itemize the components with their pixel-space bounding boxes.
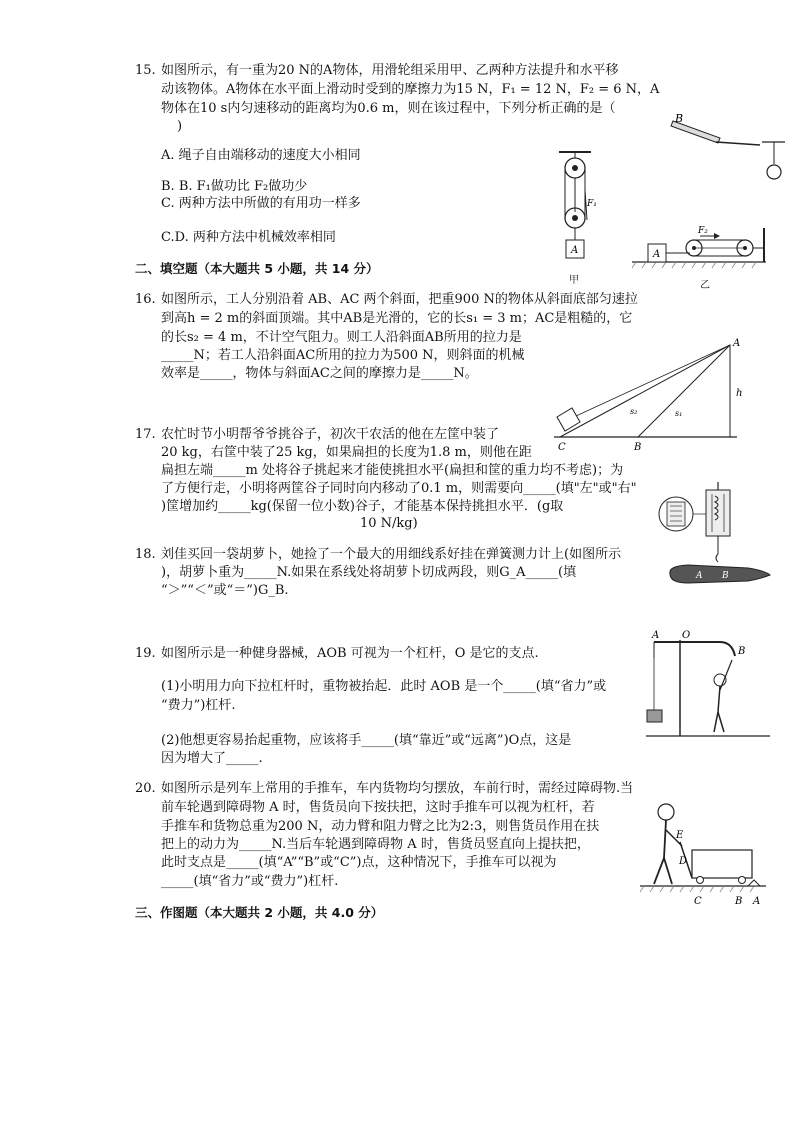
q18-number: 18. [135,547,156,562]
q19-sub2-line-2: 因为增大了_____. [161,751,263,766]
q16-number: 16. [135,292,156,307]
q20-line-4: 把上的动力为_____N.当后车轮遇到障碍物 A 时，售货员竖直向上提扶把， [161,837,590,852]
q16-fig-s1-label: s₁ [675,409,683,418]
section-2-heading: 二、填空题（本大题共 5 小题，共 14 分） [135,261,379,276]
q15-option-d[interactable]: C.D. 两种方法中机械效率相同 [161,230,336,245]
q16-fig-c-label: C [558,442,566,453]
q15-fig-jia-caption: 甲 [569,275,579,286]
q16-line-1: 如图所示，工人分别沿着 AB、AC 两个斜面，把重900 N的物体从斜面底部匀速拉 [161,292,638,307]
q19-sub2-line-1: (2)他想更容易抬起重物，应该将手_____(填“靠近”或“远离”)O点，这是 [161,733,572,748]
q16-line-3: 的长s₂ = 4 m，不计空气阻力。则工人沿斜面AB所用的拉力是 [161,330,522,345]
q16-fig-b-label: B [634,442,642,453]
q19-fig-b-label: B [738,646,746,657]
q20-fig-b-label: B [735,896,743,907]
q15-fig-a1-label: A [571,245,579,256]
q18-line-2: )，胡萝卜重为_____N.如果在系线处将胡萝卜切成两段，则G_A_____(填 [161,565,577,580]
q17-line-3: 扁担左端_____m 处将谷子挑起来才能使挑担水平(扁担和筐的重力均不考虑)；为 [161,463,624,478]
q18-fig-b-label: B [722,571,729,581]
q16-fig-s2-label: s₂ [630,407,638,416]
q20-fig-e-label: E [676,830,684,841]
q19-figure-lever [640,628,775,748]
q15-line-2: 动该物体。A物体在水平面上滑动时受到的摩擦力为15 N，F₁ = 12 N，F₂ = 6 N，A [161,82,660,97]
q16-line-5: 效率是_____，物体与斜面AC之间的摩擦力是_____N。 [161,366,478,381]
q16-fig-a-label: A [733,338,741,349]
q20-fig-a-label: A [753,896,761,907]
q20-line-3: 手推车和货物总重为200 N，动力臂和阻力臂之比为2:3，则售货员作用在扶 [161,819,600,834]
q16-line-2: 到高h = 2 m的斜面顶端。其中AB是光滑的，它的长s₁ = 3 m；AC是粗糙的，它 [161,311,633,326]
q16-figure-incline [552,340,752,455]
q20-number: 20. [135,781,156,796]
q15-fig-f2-label: F₂ [698,226,708,236]
q16-line-4: _____N；若工人沿斜面AC所用的拉力为500 N，则斜面的机械 [161,348,525,363]
q15-line-3: 物体在10 s内匀速移动的距离均为0.6 m，则在该过程中，下列分析正确的是（ [161,101,616,116]
q15-figure-yi [630,222,770,282]
q15-fig-b-label: B [675,112,684,125]
q15-option-a[interactable]: A. 绳子自由端移动的速度大小相同 [161,148,361,163]
q15-fig-yi-caption: 乙 [700,280,710,291]
q19-fig-a-label: A [652,630,660,641]
q17-line-2: 20 kg，右筐中装了25 kg，如果扁担的长度为1.8 m，则他在距 [161,445,532,460]
q19-sub1-line-2: “费力”)杠杆. [161,698,236,713]
q19-fig-o-label: O [682,630,691,641]
q15-line-4: ) [177,119,183,134]
q17-line-6: 10 N/kg) [360,516,418,531]
q20-line-2: 前车轮遇到障碍物 A 时，售货员向下按扶把，这时手推车可以视为杠杆，若 [161,800,595,815]
q20-fig-c-label: C [694,896,702,907]
q15-option-c[interactable]: C. 两种方法中所做的有用功一样多 [161,196,361,211]
q15-line-1: 如图所示，有一重为20 N的A物体，用滑轮组采用甲、乙两种方法提升和水平移 [161,63,619,78]
q19-line-1: 如图所示是一种健身器械，AOB 可视为一个杠杆，O 是它的支点. [161,646,539,661]
q20-figure-cart [636,800,771,908]
q19-sub1-line-1: (1)小明用力向下拉杠杆时，重物被抬起．此时 AOB 是一个_____(填“省力”或 [161,679,607,694]
q18-fig-a-label: A [696,571,703,581]
q20-line-6: _____(填“省力”或“费力”)杠杆. [161,874,339,889]
q19-number: 19. [135,646,156,661]
q17-number: 17. [135,427,156,442]
q15-figure-jia [553,150,603,262]
q15-fig-f1-label: F₁ [587,199,597,209]
q15-option-b[interactable]: B. B. F₁做功比 F₂做功少 [161,179,308,194]
q16-fig-h-label: h [736,388,743,399]
q15-number: 15. [135,63,156,78]
q20-line-1: 如图所示是列车上常用的手推车，车内货物均匀摆放，车前行时，需经过障碍物.当 [161,781,634,796]
q20-fig-d-label: D [679,856,688,867]
q15-figure-top [670,112,790,187]
q18-line-1: 刘佳买回一袋胡萝卜，她捡了一个最大的用细线系好挂在弹簧测力计上(如图所示 [161,547,622,562]
q17-line-5: )筐增加约_____kg(保留一位小数)谷子，才能基本保持挑担水平．(g取 [161,499,564,514]
q18-figure-spring-scale [648,480,773,590]
q17-line-1: 农忙时节小明帮爷爷挑谷子，初次干农活的他在左筐中装了 [161,427,500,442]
section-3-heading: 三、作图题（本大题共 2 小题，共 4.0 分） [135,905,384,920]
q20-line-5: 此时支点是_____(填“A”“B”或“C”)点，这种情况下，手推车可以视为 [161,855,557,870]
q18-line-3: “＞”“＜”或“＝”)G_B. [161,583,289,598]
q15-fig-a2-label: A [653,249,661,260]
q17-line-4: 了方便行走，小明将两筐谷子同时向内移动了0.1 m，则需要向_____(填"左"或"右" [161,481,637,496]
